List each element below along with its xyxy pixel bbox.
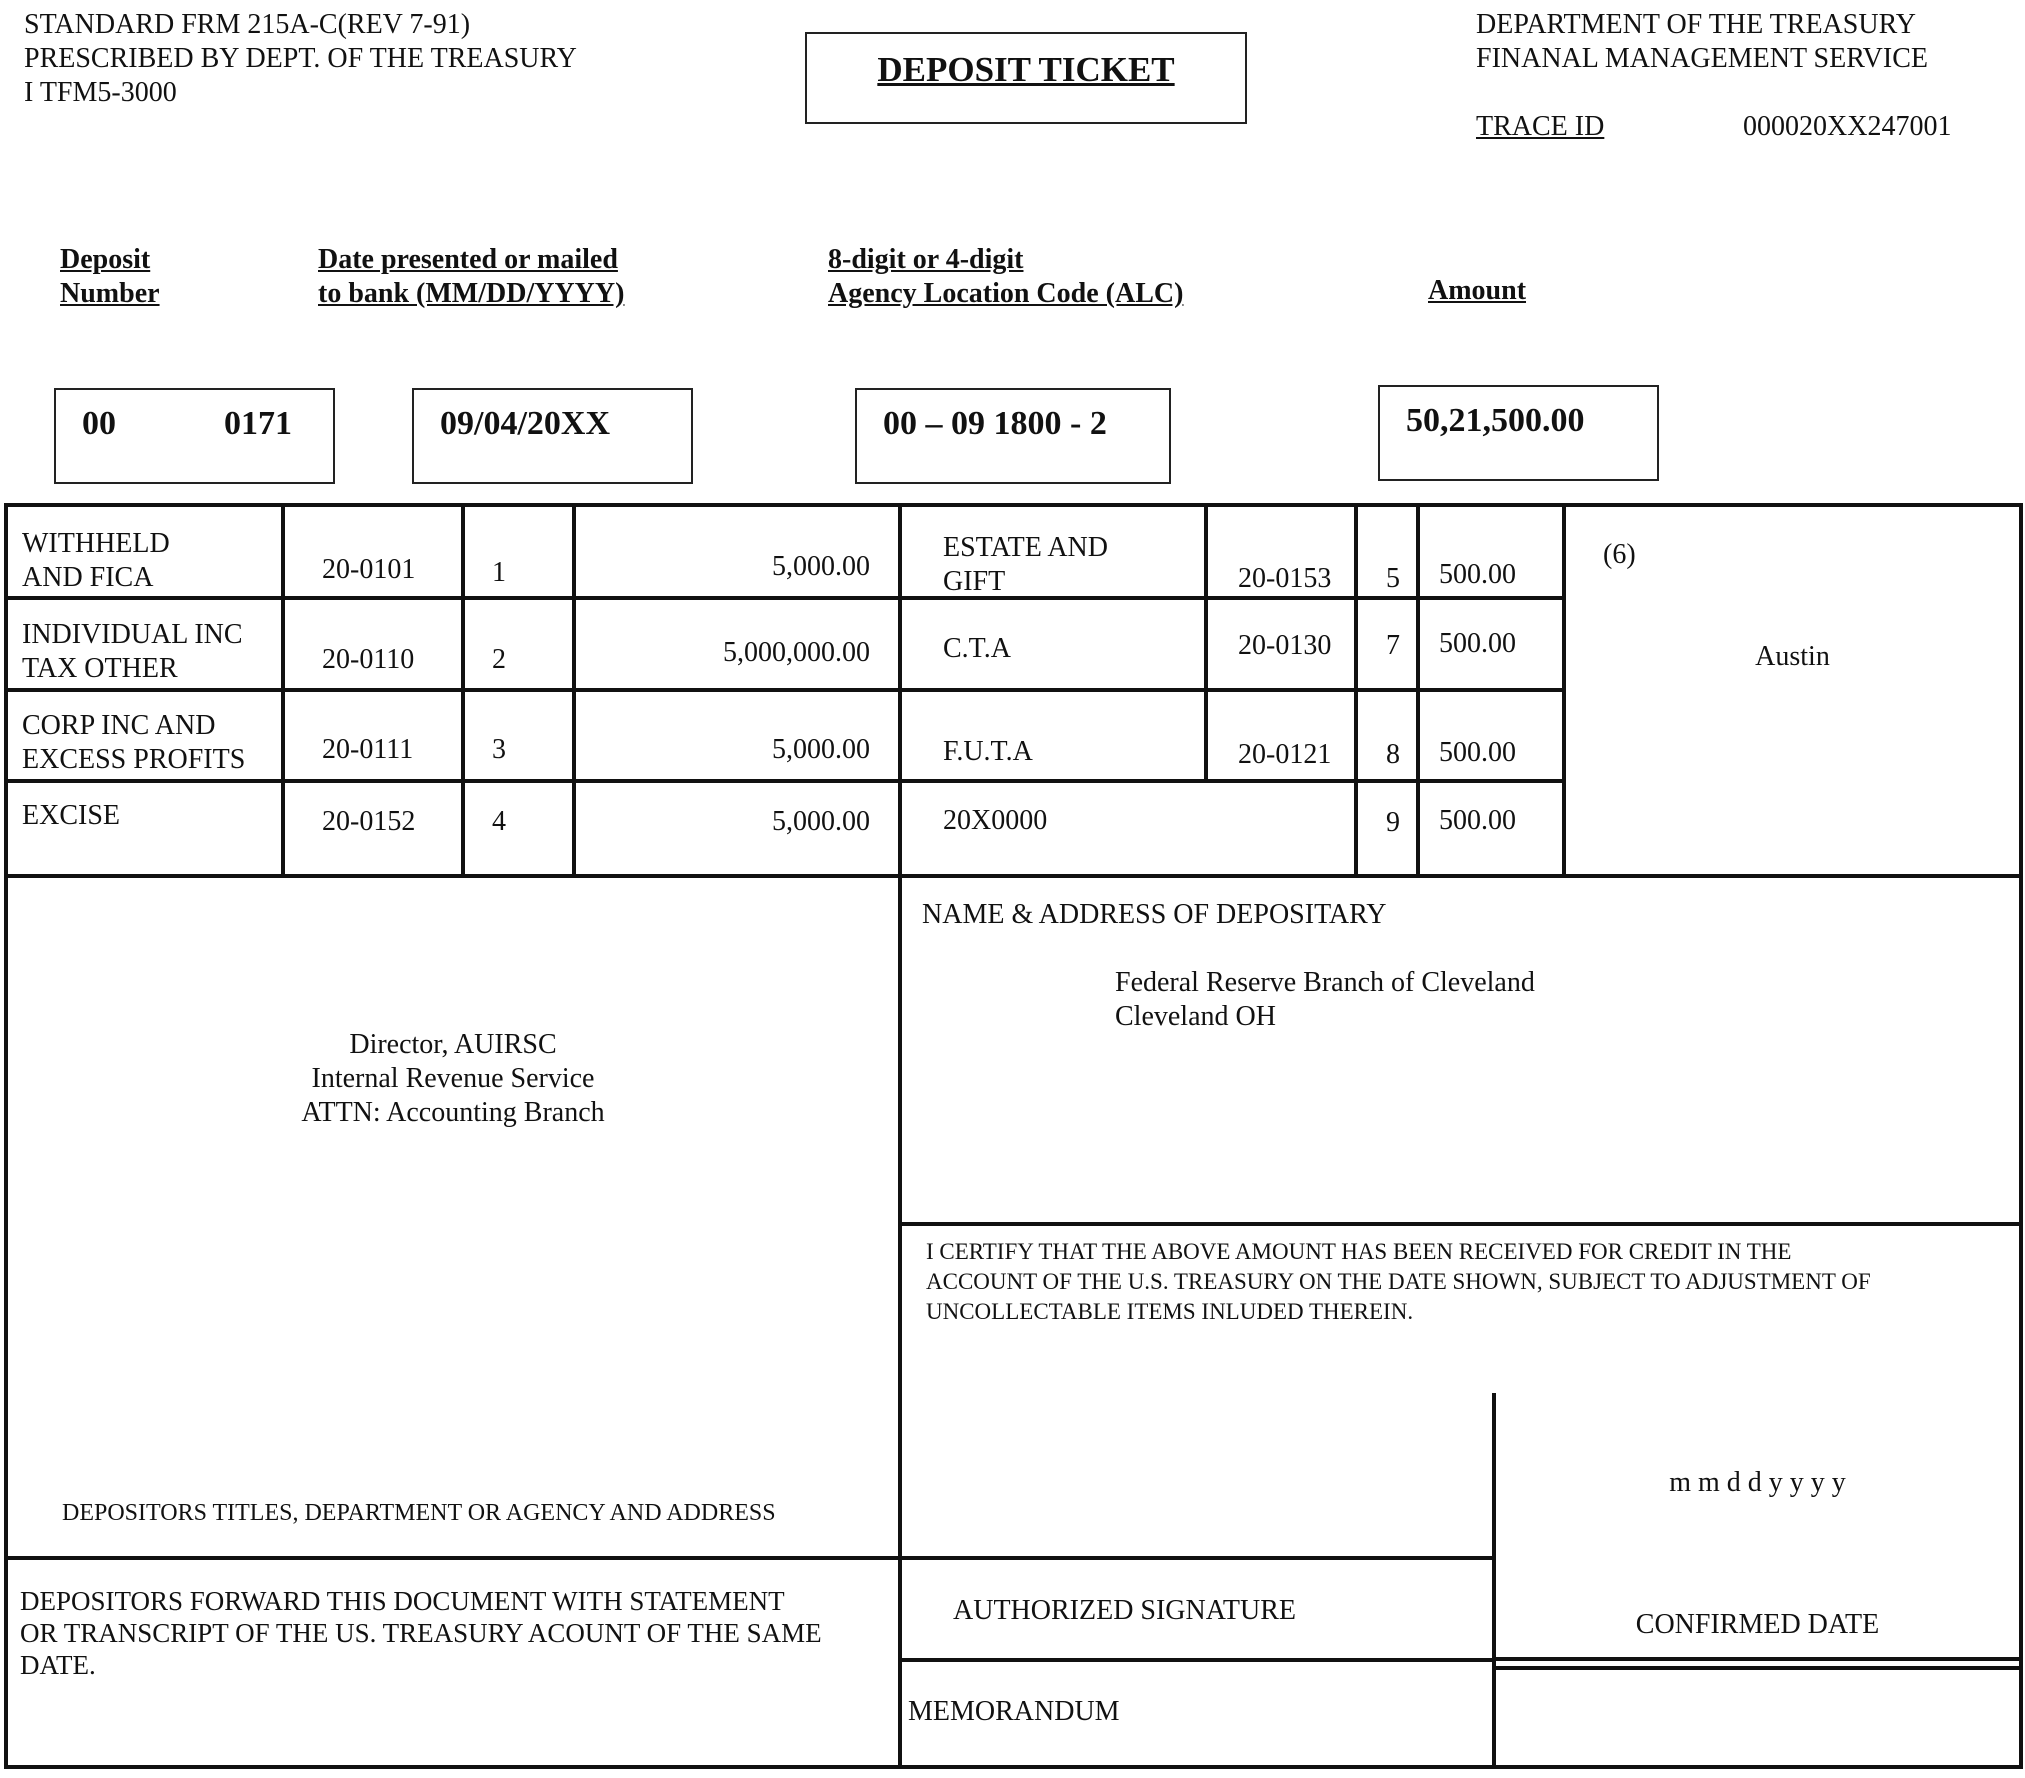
depositary-heading: NAME & ADDRESS OF DEPOSITARY [922,899,1387,930]
grid-line [281,503,285,876]
footer-line: DATE. [20,1650,96,1680]
row-code: 20-0152 [322,806,416,837]
row-amount: 5,000.00 [772,806,870,837]
amount-value: 50,21,500.00 [1406,402,1585,439]
footer-line: DEPOSITORS FORWARD THIS DOCUMENT WITH STATEMENT [20,1586,785,1616]
alc-label: 8-digit or 4-digit [828,244,1024,275]
grid-line [1492,1666,2023,1670]
depositor-address-line: Internal Revenue Service [311,1063,595,1094]
department-line: DEPARTMENT OF THE TREASURY [1476,9,1916,40]
page-title: DEPOSIT TICKET [877,50,1175,89]
row-number: 4 [492,806,506,837]
department-line: FINANAL MANAGEMENT SERVICE [1476,43,1928,74]
grid-line [572,503,576,876]
grid-line [4,503,2023,507]
row-label: EXCESS PROFITS [22,744,246,775]
grid-line [1416,503,1420,876]
side-value: Austin [1755,641,1830,672]
grid-line [1354,503,1358,876]
side-number: (6) [1603,539,1636,570]
grid-line [4,596,1566,600]
trace-id-value: 000020XX247001 [1743,111,1952,142]
date-format-hint: m m d d y y y y [1669,1467,1846,1498]
row-label: GIFT [943,566,1006,597]
alc-label: Agency Location Code (ALC) [828,278,1184,309]
row-label: 20X0000 [943,805,1048,836]
row-code: 20-0101 [322,554,416,585]
row-label: CORP INC AND [22,710,216,741]
deposit-number-prefix: 00 [82,405,116,442]
date-value: 09/04/20XX [440,405,610,442]
row-label: C.T.A [943,633,1011,664]
row-number: 3 [492,734,506,765]
deposit-number-label: Number [60,278,160,309]
memorandum-label[interactable]: MEMORANDUM [908,1696,1120,1727]
row-amount: 500.00 [1439,628,1516,659]
form-info-line: I TFM5-3000 [24,77,177,108]
grid-line [1562,503,1566,876]
grid-line [4,1556,1494,1560]
date-label: to bank (MM/DD/YYYY) [318,278,625,309]
certification-text: ACCOUNT OF THE U.S. TREASURY ON THE DATE SHOWN, SUBJECT TO ADJUSTMENT OF [926,1269,1871,1294]
row-amount: 500.00 [1439,805,1516,836]
certification-text: UNCOLLECTABLE ITEMS INLUDED THEREIN. [926,1299,1414,1324]
row-code: 20-0111 [322,734,414,765]
row-code: 20-0130 [1238,630,1332,661]
depositor-caption: DEPOSITORS TITLES, DEPARTMENT OR AGENCY AND ADDRESS [62,1500,776,1526]
grid-line [4,688,1566,692]
form-info-line: STANDARD FRM 215A-C(REV 7-91) [24,9,471,40]
alc-value: 00 – 09 1800 - 2 [883,405,1107,442]
form-info-line: PRESCRIBED BY DEPT. OF THE TREASURY [24,43,577,74]
confirmed-date-label[interactable]: CONFIRMED DATE [1635,1609,1880,1640]
grid-line [898,1658,1494,1662]
grid-line [1492,1657,2023,1661]
depositary-line: Federal Reserve Branch of Cleveland [1115,967,1535,998]
row-amount: 500.00 [1439,559,1516,590]
row-amount: 500.00 [1439,737,1516,768]
row-amount: 5,000.00 [772,734,870,765]
row-amount: 5,000,000.00 [723,637,870,668]
depositor-address-line: ATTN: Accounting Branch [301,1097,605,1128]
grid-line [2019,503,2023,1769]
grid-line [1492,1393,1496,1769]
grid-line [461,503,465,876]
row-number: 7 [1386,630,1400,661]
grid-line [4,874,2023,878]
row-label: F.U.T.A [943,736,1033,767]
grid-line [4,1765,2023,1769]
date-label: Date presented or mailed [318,244,618,275]
grid-line [898,503,902,1769]
amount-label: Amount [1428,275,1527,306]
trace-id-label: TRACE ID [1476,111,1605,142]
row-number: 2 [492,644,506,675]
depositor-address-line: Director, AUIRSC [349,1029,557,1060]
row-label: INDIVIDUAL INC [22,619,243,650]
row-number: 8 [1386,739,1400,770]
certification-text: I CERTIFY THAT THE ABOVE AMOUNT HAS BEEN RECEIVED FOR CREDIT IN THE [926,1239,1792,1264]
row-code: 20-0110 [322,644,415,675]
footer-line: OR TRANSCRIPT OF THE US. TREASURY ACOUNT OF THE SAME [20,1618,822,1648]
row-label: EXCISE [22,800,120,831]
row-label: AND FICA [22,562,154,593]
row-number: 5 [1386,563,1400,594]
grid-line [4,779,1566,783]
depositary-line: Cleveland OH [1115,1001,1276,1032]
deposit-number-value: 0171 [224,405,292,442]
grid-line [1204,503,1208,782]
row-amount: 5,000.00 [772,551,870,582]
row-label: TAX OTHER [22,653,178,684]
row-code: 20-0121 [1238,739,1332,770]
deposit-number-label: Deposit [60,244,151,275]
signature-label[interactable]: AUTHORIZED SIGNATURE [953,1595,1296,1626]
row-number: 1 [492,557,506,588]
grid-line [898,1222,2023,1226]
row-number: 9 [1386,807,1400,838]
row-label: ESTATE AND [943,532,1108,563]
row-code: 20-0153 [1238,563,1332,594]
row-label: WITHHELD [22,528,170,559]
grid-line [4,503,8,1769]
